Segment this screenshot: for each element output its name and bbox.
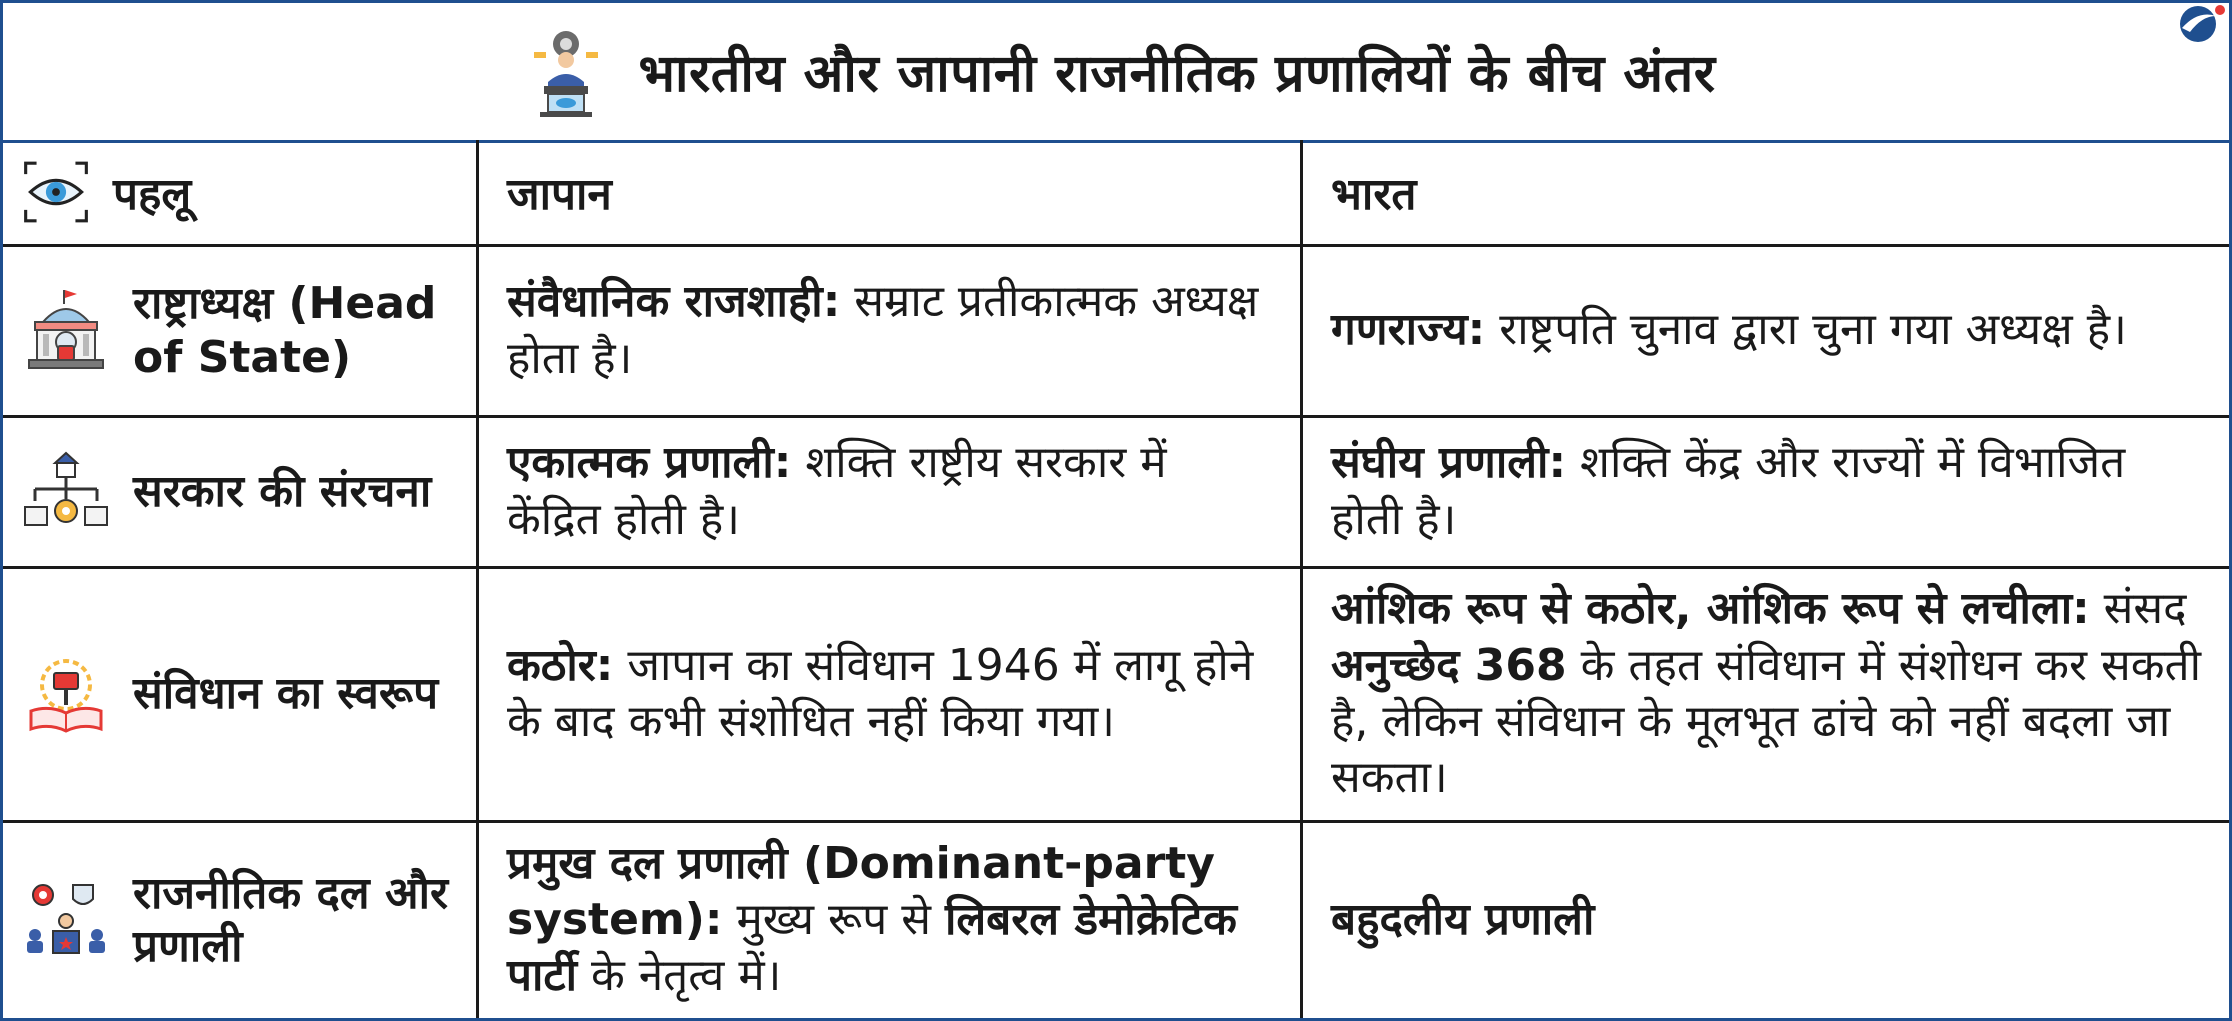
india-bold-text: बहुदलीय प्रणाली	[1331, 894, 1595, 946]
page-title: भारतीय और जापानी राजनीतिक प्रणालियों के बीच अंतर	[638, 44, 1716, 104]
aspect-label: सरकार की संरचना	[133, 465, 432, 517]
table-row	[3, 567, 2229, 821]
japan-cell	[507, 274, 1272, 387]
india-text: राष्ट्रपति चुनाव द्वारा चुना गया अध्यक्ष है।	[1485, 304, 2127, 356]
aspect-label: राष्ट्राध्यक्ष (Head of State)	[133, 277, 437, 383]
india-bold-article: अनुच्छेद 368	[1331, 639, 1567, 691]
aspect-label: राजनीतिक दल और प्रणाली	[133, 867, 448, 973]
japan-text: शक्ति राष्ट्रीय सरकार में केंद्रित होती है।	[507, 437, 1167, 545]
india-cell	[1331, 892, 2201, 948]
constitution-book-icon	[21, 649, 111, 739]
title-bar	[3, 3, 2229, 143]
government-building-icon	[21, 286, 111, 376]
japan-text: सम्राट प्रतीकात्मक अध्यक्ष होता है।	[507, 276, 1259, 384]
political-party-icon	[21, 875, 111, 965]
table-row	[3, 416, 2229, 567]
header-aspect: पहलू	[113, 168, 192, 220]
india-cell	[1331, 435, 2201, 548]
india-cell	[1331, 302, 2201, 358]
table-row	[3, 821, 2229, 1018]
table-header-row	[3, 140, 2229, 245]
header-india: भारत	[1331, 168, 1417, 220]
india-bold-text: आंशिक रूप से कठोर, आंशिक रूप से लचीला:	[1331, 583, 2090, 635]
japan-bold-text: प्रमुख दल प्रणाली (Dominant-party system):	[507, 837, 1215, 946]
japan-cell	[507, 836, 1272, 1005]
aspect-label: संविधान का स्वरूप	[133, 668, 439, 720]
japan-bold-party: लिबरल डेमोक्रेटिक पार्टी	[507, 894, 1237, 1002]
india-text: शक्ति केंद्र और राज्यों में विभाजित होती है।	[1331, 437, 2126, 545]
india-bold-text: संघीय प्रणाली:	[1331, 437, 1567, 489]
india-text: संसद	[2089, 583, 2187, 635]
india-text-2: के तहत संविधान में संशोधन कर सकती है, लेकिन संविधान के मूलभूत ढांचे को नहीं बदला जा सकता।	[1331, 639, 2201, 804]
comparison-table	[3, 140, 2229, 1018]
japan-text: मुख्य रूप से	[722, 894, 945, 946]
table-row	[3, 245, 2229, 416]
japan-cell	[507, 638, 1272, 751]
india-cell	[1331, 581, 2201, 806]
japan-text: जापान का संविधान 1946 में लागू होने के बाद कभी संशोधित नहीं किया गया।	[507, 639, 1254, 747]
japan-bold-text: एकात्मक प्रणाली:	[507, 437, 792, 489]
japan-cell	[507, 435, 1272, 548]
japan-bold-text: कठोर:	[507, 639, 614, 691]
header-japan: जापान	[507, 168, 612, 220]
india-bold-text: गणराज्य:	[1331, 304, 1486, 356]
eye-icon	[21, 157, 91, 227]
brand-logo-icon	[2168, 2, 2228, 52]
japan-text-2: के नेतृत्व में।	[576, 950, 782, 1002]
japan-bold-text: संवैधानिक राजशाही:	[507, 276, 841, 328]
government-structure-icon	[21, 447, 111, 537]
politician-podium-icon	[516, 22, 616, 122]
